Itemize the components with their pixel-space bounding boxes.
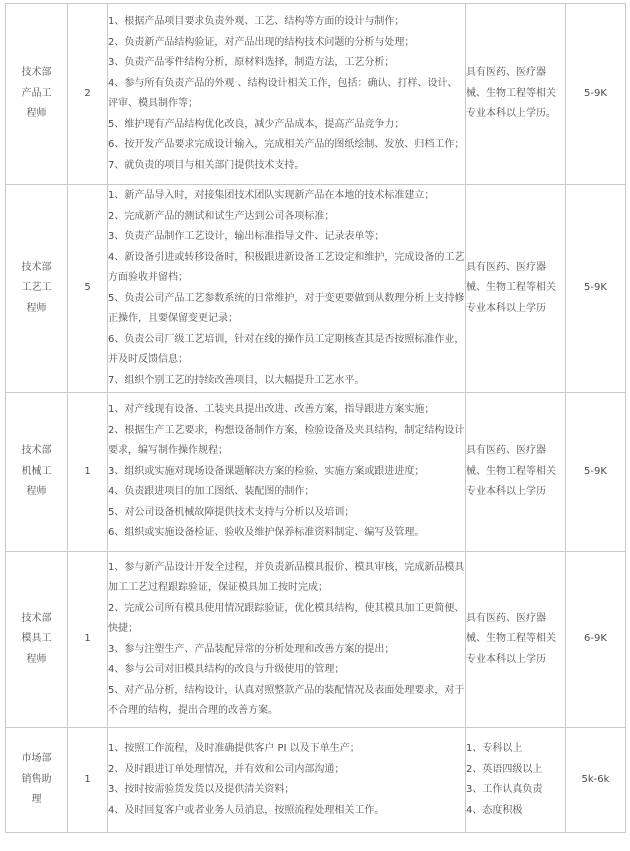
- duty-item: 5、对公司设备机械故障提供技术支持与分析以及培训；: [108, 506, 355, 518]
- duty-item: 3、按时按需验货发货以及提供清关资料；: [108, 784, 295, 795]
- headcount: 1: [68, 552, 108, 728]
- position-title-line: 销售助: [21, 773, 52, 785]
- duty-item: 3、负责产品零件结构分析，原材料选择，制造方法，工艺分析；: [108, 57, 395, 68]
- job-duties: [108, 552, 466, 728]
- headcount: 1: [68, 728, 108, 833]
- requirement-item: 具有医药、医疗器械、生物工程等相关专业本科以上学历: [466, 261, 556, 314]
- duty-item: 4、及时回复客户或者业务人员消息，按照流程处理相关工作。: [108, 804, 385, 816]
- position-title-line: 程师: [26, 108, 47, 120]
- duty-item: 3、参与注塑生产、产品装配异常的分析处理和改善方案的提出；: [108, 643, 395, 655]
- position-title-line: 机械工: [21, 465, 52, 477]
- duty-item: 7、就负责的项目与相关部门提供技术支持。: [108, 159, 305, 171]
- position-title-line: 工艺工: [21, 282, 52, 294]
- headcount: 1: [68, 393, 108, 552]
- duty-item: 1、参与新产品设计开发全过程，并负责新品模具报价、模具审核，完成新品模具加工工艺过程跟踪验证，保证模具加工按时完成；: [108, 561, 465, 593]
- duty-item: 3、负责产品制作工艺设计，输出标准指导文件、记录表单等；: [108, 231, 385, 242]
- job-duties: [108, 393, 466, 552]
- requirement-item: 3、工作认真负责: [466, 784, 543, 795]
- duty-item: 6、组织或实施设备检证、验收及维护保养标准资料制定、编写及管理。: [108, 527, 425, 539]
- requirement-item: 2、英语四级以上: [466, 763, 543, 775]
- job-requirements: [466, 728, 566, 833]
- position-title-line: 技术部: [21, 261, 52, 273]
- salary: 5-9K: [566, 4, 626, 185]
- position-title-line: 程师: [26, 302, 47, 314]
- job-requirements: [466, 393, 566, 552]
- salary: 5-9K: [566, 393, 626, 552]
- position-title: [6, 185, 68, 393]
- duty-item: 1、根据产品项目要求负责外观、工艺、结构等方面的设计与制作；: [108, 16, 405, 27]
- duty-item: 6、按开发产品要求完成设计输入，完成相关产品的图纸绘制、发放、归档工作；: [108, 139, 465, 150]
- position-title-line: 理: [31, 794, 42, 806]
- position-title-line: 技术部: [21, 612, 52, 624]
- salary: 6-9K: [566, 552, 626, 728]
- job-requirements: [466, 185, 566, 393]
- duty-item: 6、负责公司厂级工艺培训，针对在线的操作员工定期核查其是否按照标准作业，并及时反馈信息；: [108, 333, 465, 365]
- duty-item: 2、根据生产工艺要求，构想设备制作方案，检验设备及夹具结构，制定结构设计要求，编写制作操作规程；: [108, 424, 465, 457]
- job-requirements: [466, 4, 566, 185]
- duty-item: 2、及时跟进订单处理情况，并有效和公司内部沟通；: [108, 763, 345, 775]
- duty-item: 5、负责公司产品工艺参数系统的日常维护，对于变更要做到从数理分析上支持修正操作，且要保留变更记录；: [108, 292, 465, 324]
- requirement-item: 具有医药、医疗器械、生物工程等相关专业本科以上学历: [466, 612, 556, 665]
- position-title-line: 技术部: [21, 67, 52, 79]
- duty-item: 2、完成公司所有模具使用情况跟踪验证，优化模具结构，使其模具加工更简便、快捷；: [108, 602, 465, 634]
- duty-item: 7、组织个别工艺的持续改善项目，以大幅提升工艺水平。: [108, 374, 365, 386]
- position-title: [6, 552, 68, 728]
- table-row: [6, 4, 626, 185]
- job-requirements: [466, 552, 566, 728]
- table-row: [6, 185, 626, 393]
- table-row: [6, 728, 626, 833]
- duty-item: 1、对产线现有设备、工装夹具提出改进、改善方案，指导跟进方案实施；: [108, 404, 435, 416]
- duty-item: 4、新设备引进或转移设备时，积极跟进新设备工艺设定和维护，完成设备的工艺方面验收并留档；: [108, 251, 465, 283]
- requirement-item: 1、专科以上: [466, 743, 523, 754]
- position-title-line: 产品工: [21, 87, 52, 99]
- duty-item: 2、负责新产品结构验证，对产品出现的结构技术问题的分析与处理；: [108, 36, 415, 48]
- position-title-line: 模具工: [21, 633, 52, 645]
- job-duties: [108, 185, 466, 393]
- job-duties: [108, 4, 466, 185]
- duty-item: 1、新产品导入时，对接集团技术团队实现新产品在本地的技术标准建立；: [108, 190, 435, 201]
- duty-item: 3、组织或实施对现场设备课题解决方案的检验、实施方案或跟进进度；: [108, 465, 425, 477]
- table-row: [6, 393, 626, 552]
- position-title: [6, 4, 68, 185]
- requirement-item: 4、态度积极: [466, 804, 523, 816]
- position-title-line: 市场部: [21, 753, 52, 765]
- duty-item: 5、维护现有产品结构优化改良，减少产品成本，提高产品竞争力；: [108, 118, 405, 130]
- job-openings-table: [5, 3, 626, 833]
- requirement-item: 具有医药、医疗器械、生物工程等相关专业本科以上学历: [466, 445, 556, 498]
- job-duties: [108, 728, 466, 833]
- duty-item: 4、参与所有负责产品的外观 、结构设计相关工作，包括：确认、打样、设计、评审、模具制作等；: [108, 77, 458, 109]
- duty-item: 1、按照工作流程，及时准确提供客户 PI 以及下单生产；: [108, 743, 360, 754]
- duty-item: 5、对产品分析，结构设计，认真对照整款产品的装配情况及表面处理要求，对于不合理的结构，提出合理的改善方案。: [108, 684, 465, 716]
- position-title-line: 技术部: [21, 445, 52, 457]
- duty-item: 4、负责跟进项目的加工图纸、装配图的制作；: [108, 486, 315, 498]
- table-row: [6, 552, 626, 728]
- requirement-item: 具有医药、医疗器械、生物工程等相关专业本科以上学历。: [466, 67, 556, 120]
- headcount: 2: [68, 4, 108, 185]
- position-title: [6, 393, 68, 552]
- duty-item: 4、参与公司对旧模具结构的改良与升级使用的管理；: [108, 664, 345, 675]
- salary: 5-9K: [566, 185, 626, 393]
- position-title-line: 程师: [26, 486, 47, 498]
- position-title: [6, 728, 68, 833]
- duty-item: 2、完成新产品的测试和试生产达到公司各项标准；: [108, 210, 335, 222]
- salary: 5k-6k: [566, 728, 626, 833]
- headcount: 5: [68, 185, 108, 393]
- position-title-line: 程师: [26, 653, 47, 665]
